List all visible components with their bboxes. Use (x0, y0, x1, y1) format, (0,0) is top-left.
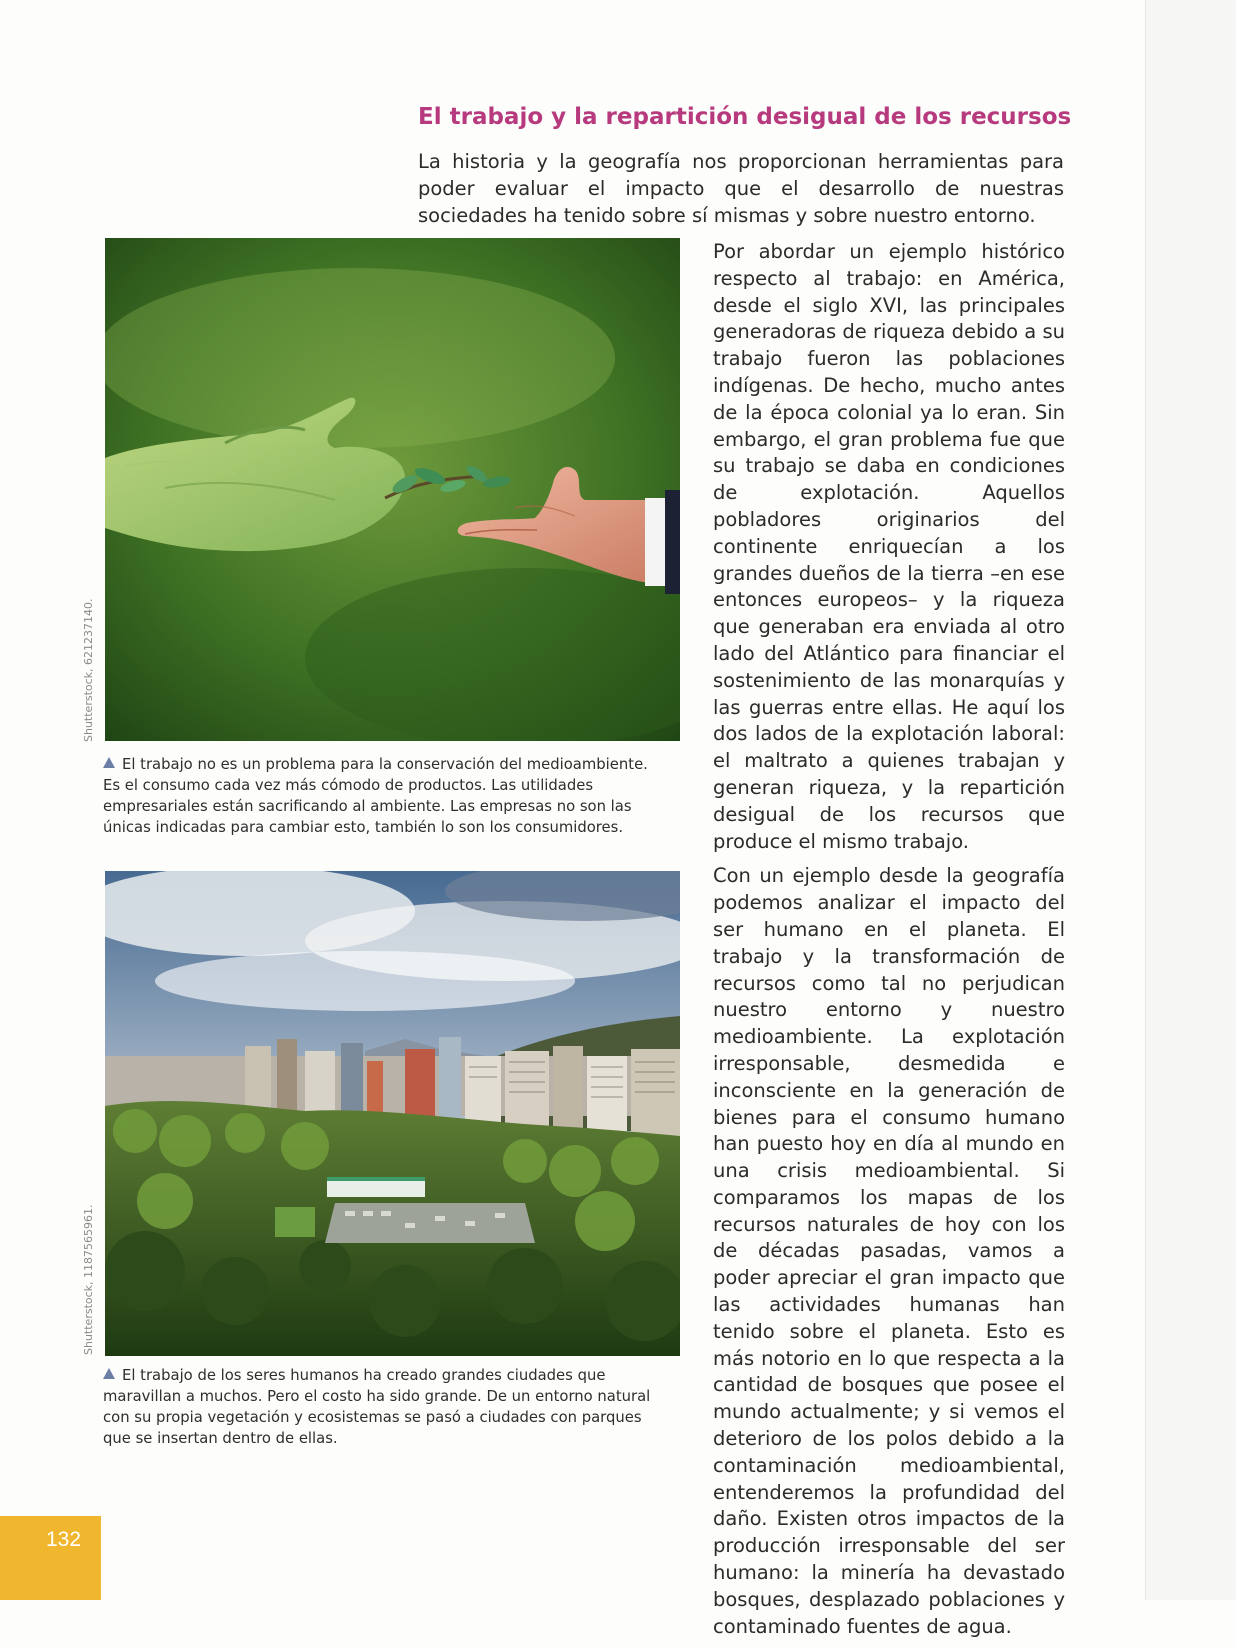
body-column (713, 239, 1065, 1648)
body-paragraph: Por abordar un ejemplo histórico respecto al trabajo: en América, desde el siglo XVI, las principales generadoras de riqueza debido a su trabajo fueron las poblaciones indígenas. De hecho, mucho antes de la época colonial ya lo eran. Sin embargo, el gran problema fue que su trabajo se daba en condiciones de explotación. Aquellos pobladores originarios del continente enriquecían a los grandes dueños de la tierra –en ese entonces europeos– y la riqueza que generaban era enviada al otro lado del Atlántico para financiar el sostenimiento de las monarquías y las guerras entre ellas. He aquí los dos lados de la explotación laboral: el maltrato a quienes trabajan y generan riqueza, y la repartición desigual de los recursos que produce el mismo trabajo. (713, 240, 1065, 853)
caption-text: El trabajo no es un problema para la conservación del medioambiente. Es el consumo cada vez más cómodo de productos. Las utilidades empresariales están sacrificando al ambiente. Las empresas no son las únicas indicadas para cambiar esto, también lo son los consumidores. (103, 756, 648, 836)
intro-paragraph: La historia y la geografía nos proporcionan herramientas para poder evaluar el impacto que el desarrollo de nuestras sociedades ha tenido sobre sí mismas y sobre nuestro entorno. (418, 150, 1064, 227)
photo-caption (103, 754, 663, 838)
page-margin-line (1145, 0, 1146, 1600)
caption-triangle-icon (103, 757, 115, 768)
section-heading: El trabajo y la repartición desigual de los recursos (418, 104, 1072, 130)
page-number: 132 (46, 1528, 82, 1551)
caption-triangle-icon (103, 1368, 115, 1379)
page-margin-strip (1145, 0, 1236, 1600)
photo-caption (103, 1365, 663, 1449)
photo-credit: Shutterstock, 1187565961. (82, 1204, 95, 1355)
photo-credit: Shutterstock, 621237140. (82, 598, 95, 742)
handshake-nature-photo (105, 238, 680, 741)
body-paragraph: Con un ejemplo desde la geografía podemos analizar el impacto del ser humano en el planeta. El trabajo y la transformación de recursos como tal no perjudican nuestro entorno y nuestro medioambiente. La explotación irresponsable, desmedida e inconsciente en la generación de bienes para el consumo humano han puesto hoy en día al mundo en una crisis medioambiental. Si comparamos los mapas de los recursos naturales de hoy con los de décadas pasadas, vamos a poder apreciar el gran impacto que las actividades humanas han tenido sobre el planeta. Esto es más notorio en lo que respecta a la cantidad de bosques que posee el mundo actualmente; y si vemos el deterioro de los polos debido a la contaminación medioambiental, entenderemos la profundidad del daño. Existen otros impactos de la producción irresponsable del ser humano: la minería ha devastado bosques, desplazado poblaciones y contaminado fuentes de agua. (713, 864, 1065, 1638)
city-park-photo (105, 871, 680, 1356)
caption-text: El trabajo de los seres humanos ha creado grandes ciudades que maravillan a muchos. Pero el costo ha sido grande. De un entorno natural con su propia vegetación y ecosistemas se pasó a ciudades con parques que se insertan dentro de ellas. (103, 1367, 651, 1447)
